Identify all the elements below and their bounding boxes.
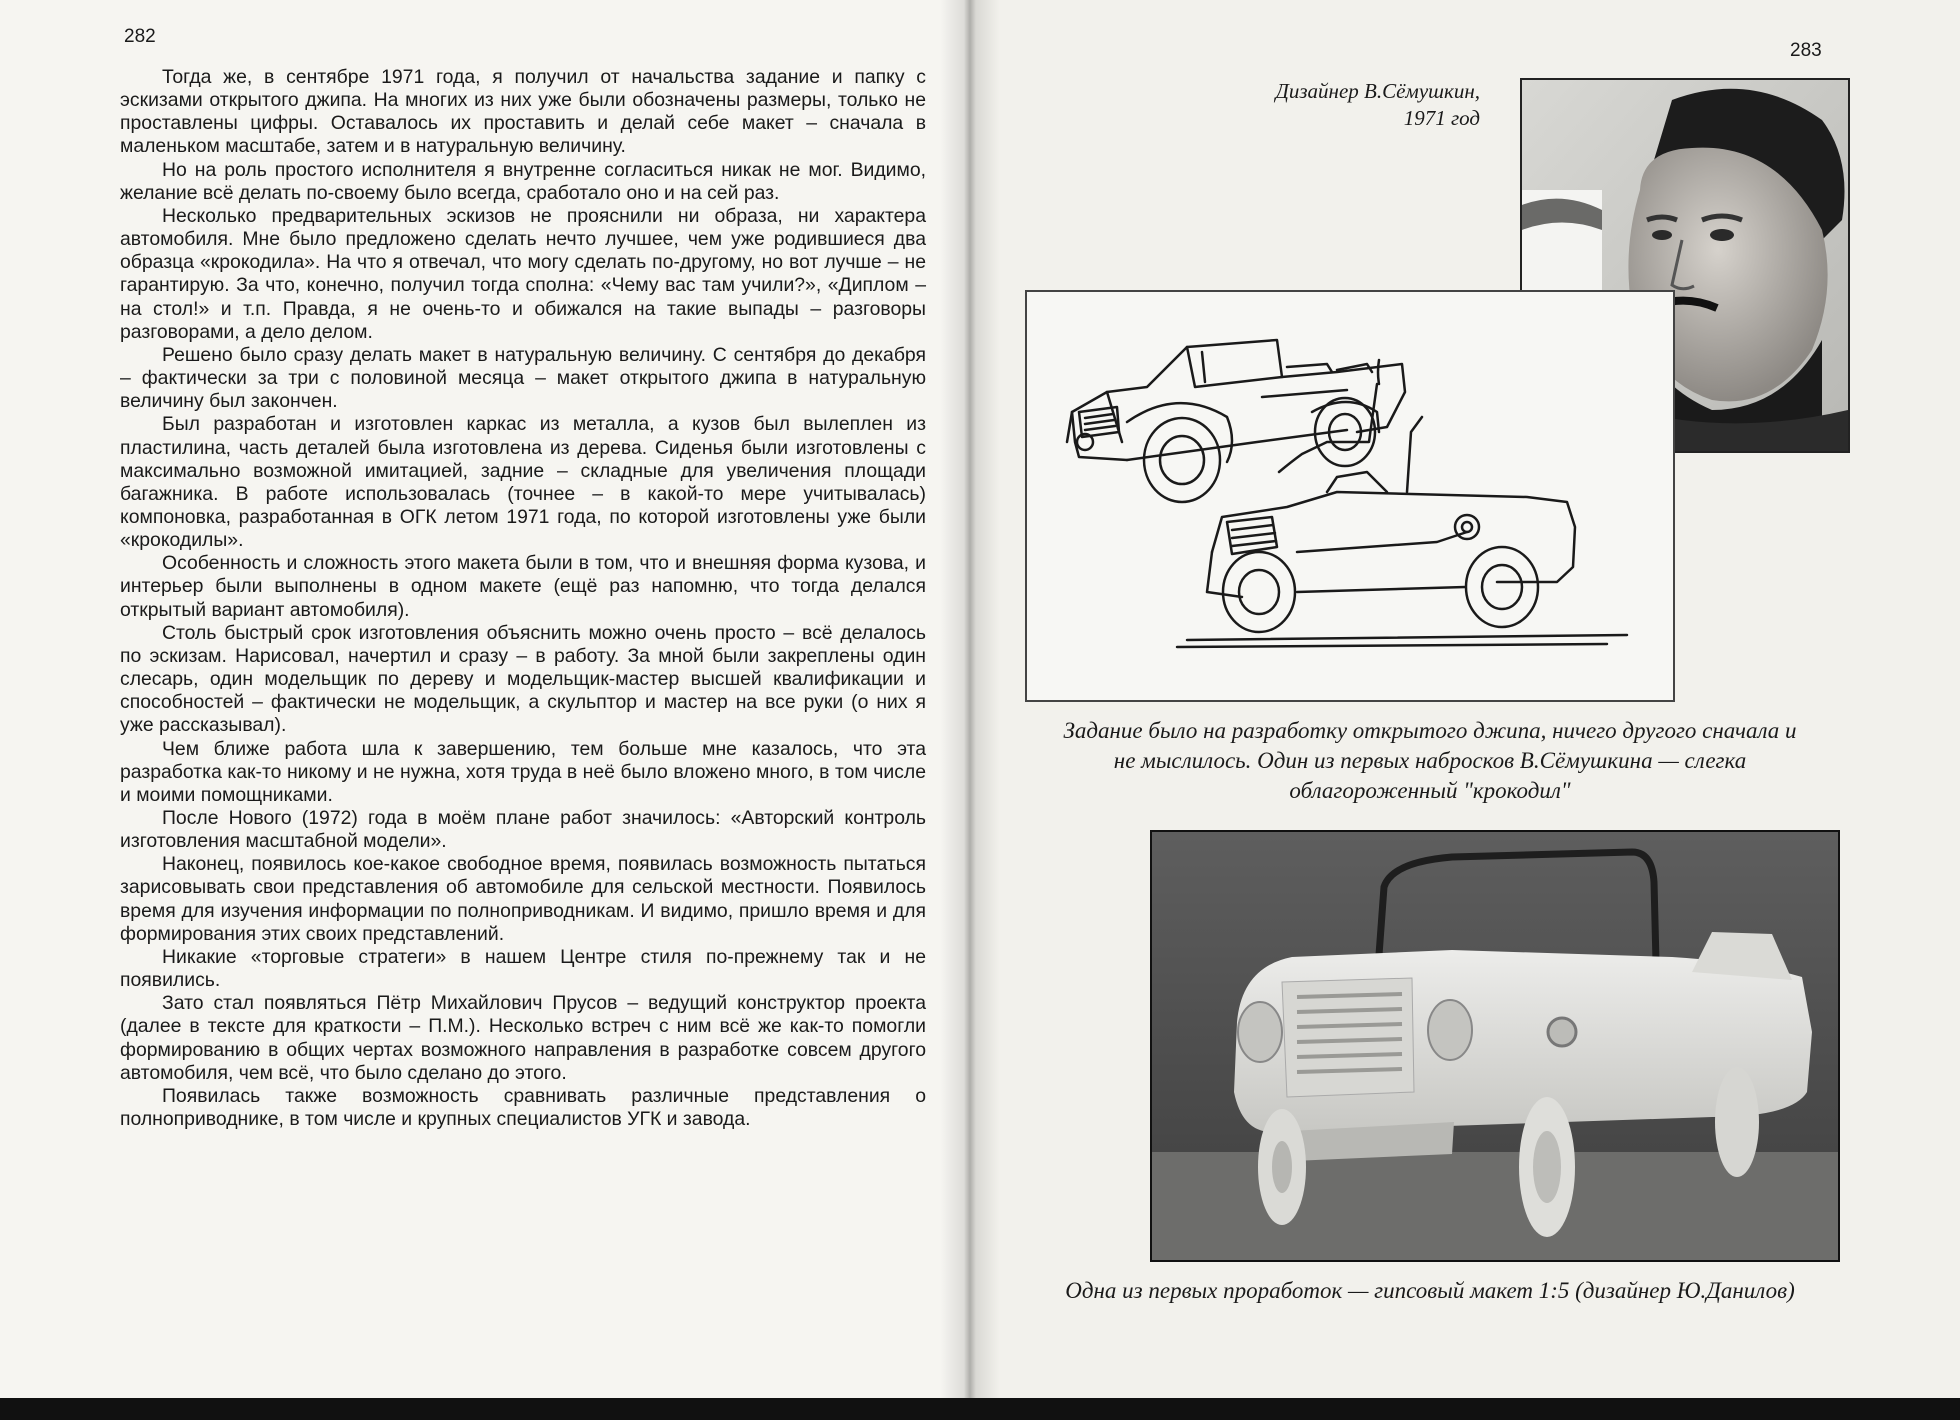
sketch-caption-line: не мыслилось. Один из первых набросков В.Сёмушкина — слегка <box>1113 748 1747 773</box>
book-gutter-shadow <box>940 0 1000 1408</box>
sketch-caption-line: облагороженный "крокодил" <box>1289 778 1571 803</box>
paragraph: Появилась также возможность сравнивать различные представления о полноприводнике, в том числе и крупных специалистов УГК и завода. <box>120 1084 926 1131</box>
plaster-model-photo <box>1150 830 1840 1262</box>
paragraph: Особенность и сложность этого макета были в том, что и внешняя форма кузова, и интерьер были выполнены в одном макете (ещё раз напомню, что тогда делался открытый вариант автомобиля). <box>120 552 926 621</box>
portrait-caption-line: 1971 год <box>1403 106 1480 130</box>
paragraph: Несколько предварительных эскизов не прояснили ни образа, ни характера автомобиля. Мне было предложено сделать нечто лучшее, чем уже родившиеся два образца «крокодила». На что я отвечал, что могу сделать по-другому, но вот лучше – не гарантирую. За что, конечно, получил тогда сполна: «Чему вас там учили?», «Диплом – на стол!» и т.п. Правда, я не очень-то и обижался на такие выпады – разговоры разговорами, а дело делом. <box>120 204 926 343</box>
paragraph: Но на роль простого исполнителя я внутренне согласиться никак не мог. Видимо, желание всё делать по-своему было всегда, сработало оно и на сей раз. <box>120 158 926 204</box>
paragraph: После Нового (1972) года в моём плане работ значилось: «Авторский контроль изготовления масштабной модели». <box>120 807 926 853</box>
portrait-caption-line: Дизайнер В.Сёмушкин, <box>1275 79 1480 103</box>
paragraph: Чем ближе работа шла к завершению, тем больше мне казалось, что эта разработка как-то никому и не нужна, хотя труда в неё было вложено много, в том числе и моими помощниками. <box>120 737 926 806</box>
sketch-caption <box>1030 716 1830 806</box>
sketch-caption-line: Задание было на разработку открытого джипа, ничего другого сначала и <box>1063 718 1797 743</box>
scan-bottom-edge <box>0 1398 1960 1420</box>
paragraph: Решено было сразу делать макет в натуральную величину. С сентября до декабря – фактически за три с половиной месяца – макет открытого джипа в натуральную величину был закончен. <box>120 343 926 413</box>
paragraph: Столь быстрый срок изготовления объяснить можно очень просто – всё делалось по эскизам. Нарисовал, начертил и сразу – в работу. За мной были закреплены один слесарь, один модельщик по дереву и модельщик-мастер высшей квалификации и способностей – фактически не модельщик, а скульптор и мастер на все руки (о них я уже рассказывал). <box>120 621 926 737</box>
body-text <box>120 66 926 1131</box>
jeep-sketch-illustration <box>1025 290 1675 702</box>
paragraph: Тогда же, в сентябре 1971 года, я получил от начальства задание и папку с эскизами открытого джипа. На многих из них уже были обозначены размеры, только не проставлены цифры. Оставалось их проставить и делай себе макет – сначала в маленьком масштабе, затем и в натуральную величину. <box>120 66 926 158</box>
left-page <box>0 0 965 1408</box>
page-number-left: 282 <box>124 26 156 47</box>
paragraph: Наконец, появилось кое-какое свободное время, появилась возможность пытаться зарисовывать свои представления об автомобиле для сельской местности. Появилось время для изучения информации по полноприводникам. И видимо, пришло время и для формирования этих своих представлений. <box>120 853 926 945</box>
portrait-caption <box>1170 78 1480 132</box>
model-caption: Одна из первых проработок — гипсовый макет 1:5 (дизайнер Ю.Данилов) <box>1065 1278 1795 1303</box>
paragraph: Никакие «торговые стратеги» в нашем Центре стиля по-прежнему так и не появились. <box>120 945 926 992</box>
paragraph: Был разработан и изготовлен каркас из металла, а кузов был вылеплен из пластилина, часть деталей была изготовлена из дерева. Сиденья были изготовлены с максимально возможной имитацией, задние – складные для увеличения площади багажника. В работе использовалась (точнее – в какой-то мере учитывалась) компоновка, разработанная в ОГК летом 1971 года, по которой изготовлены уже были «крокодилы». <box>120 413 926 552</box>
page-number-right: 283 <box>1790 40 1822 61</box>
paragraph: Зато стал появляться Пётр Михайлович Прусов – ведущий конструктор проекта (далее в тексте для краткости – П.М.). Несколько встреч с ним всё же как-то помогли формированию в общих чертах возможного направления в разработке совсем другого автомобиля, чем всё, что было сделано до этого. <box>120 992 926 1084</box>
